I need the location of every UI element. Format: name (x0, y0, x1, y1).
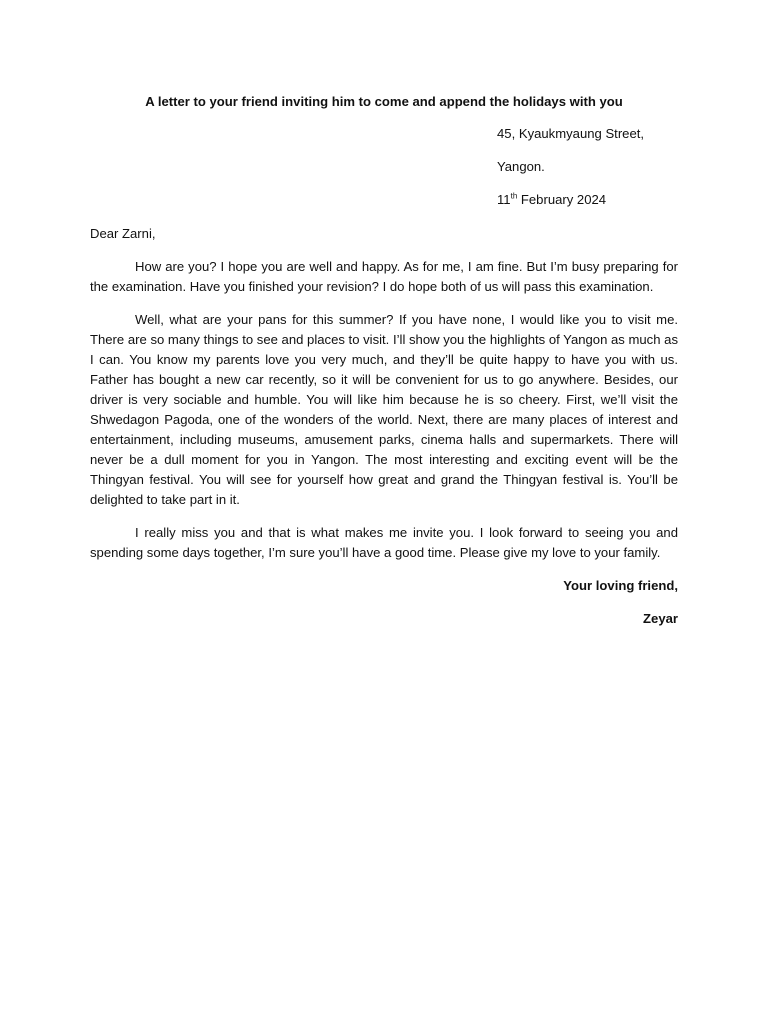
letter-body (90, 92, 678, 642)
date-ordinal-suffix: th (510, 191, 518, 201)
sender-address (497, 124, 678, 210)
letter-date (497, 190, 678, 210)
date-day: 11 (497, 192, 511, 207)
letter-title: A letter to your friend inviting him to come and append the holidays with you (145, 94, 623, 109)
complimentary-close: Your loving friend, (563, 578, 678, 593)
date-month-year: February 2024 (517, 192, 607, 207)
paragraph-greeting: How are you? I hope you are well and happy. As for me, I am fine. But I’m busy preparing for the examination. Have you finished your revision? I do hope both of us will pass this examination. (90, 259, 678, 294)
address-line-street: 45, Kyaukmyaung Street, (497, 126, 645, 141)
salutation: Dear Zarni, (90, 226, 156, 241)
paragraph-conclusion: I really miss you and that is what makes me invite you. I look forward to seeing you and spending some days together, I’m sure you’ll have a good time. Please give my love to your family. (90, 525, 678, 560)
paragraph-invitation: Well, what are your pans for this summer? If you have none, I would like you to visit me. There are so many things to see and places to visit. I’ll show you the highlights of Yangon as much as I can. You know my parents love you very much, and they’ll be quite happy to have you with us. Father has bought a new car recently, so it will be convenient for us to go anywhere. Besides, our driver is very sociable and humble. You will like him because he is so cheery. First, we’ll visit the Shwedagon Pagoda, one of the wonders of the world. Next, there are many places of interest and entertainment, including museums, amusement parks, cinema halls and supermarkets. There will never be a dull moment for you in Yangon. The most interesting and exciting event will be the Thingyan festival. You will see for yourself how great and grand the Thingyan festival is. You’ll be delighted to take part in it. (90, 312, 678, 507)
address-line-city: Yangon. (497, 159, 545, 174)
signature-name: Zeyar (643, 611, 678, 626)
